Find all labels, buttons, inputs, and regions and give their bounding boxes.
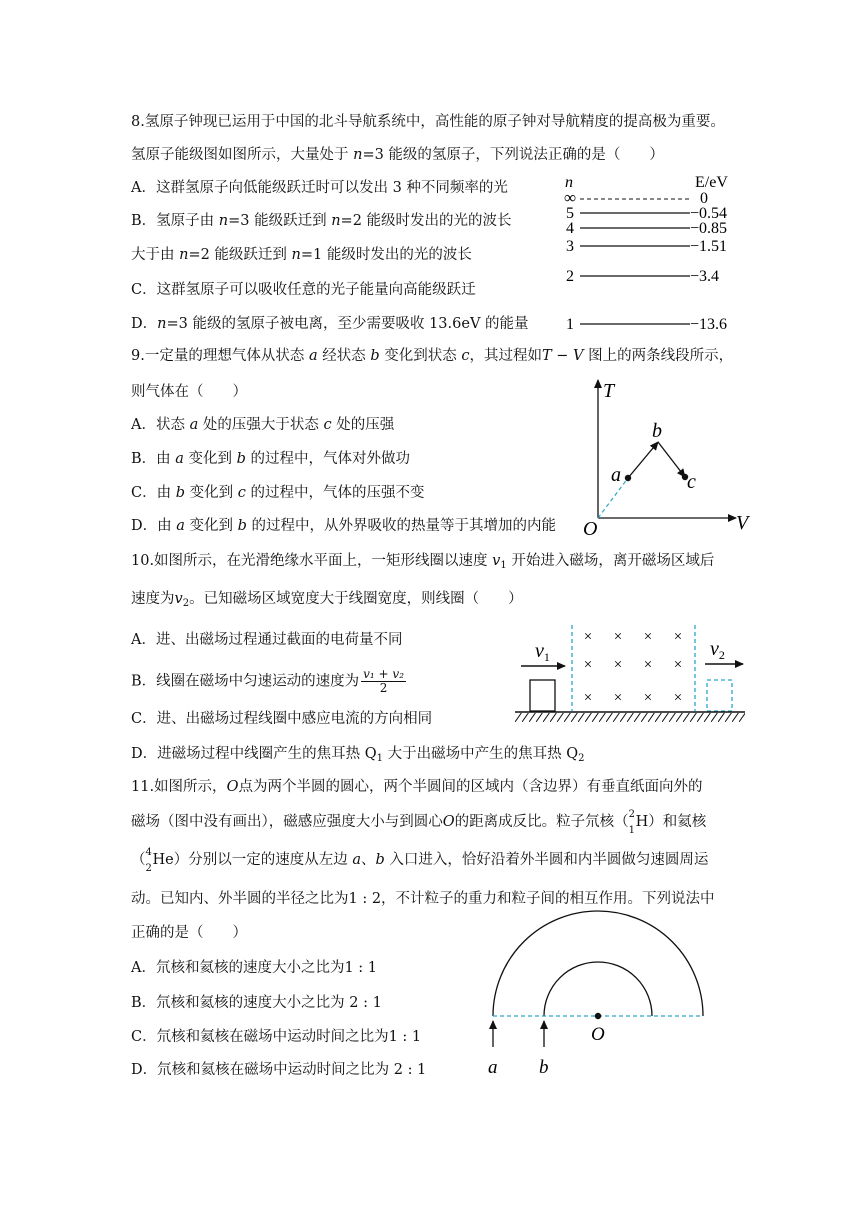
q10-stem-line1: 10.如图所示，在光滑绝缘水平面上，一矩形线圈以速度 $v_1$ 开始进入磁场，离开磁场区域后 [131, 553, 715, 571]
v2-label: $v_2$ [710, 638, 725, 662]
q8-option-c: C．这群氢原子可以吸收任意的光子能量向高能级跃迁 [131, 282, 476, 298]
q8-stem-line2: 氢原子能级图如图所示，大量处于 n=3 能级的氢原子，下列说法正确的是（ ） [131, 147, 664, 163]
point-a [625, 475, 631, 481]
q8-stem-line1: 8.氢原子钟现已运用于中国的北斗导航系统中，高性能的原子钟对导航精度的提高极为重要。 [131, 114, 725, 130]
level-e-label: −13.6 [690, 316, 728, 333]
q11-stem-line2: 磁场（图中没有画出），磁感应强度大小与到圆心O的距离成反比。粒子氘核（ 2 1 H）和氦核 [131, 809, 707, 836]
t-axis-label: T [603, 380, 615, 402]
q9-option-c: C．由 b 变化到 c 的过程中，气体的压强不变 [131, 485, 425, 501]
field-cross: × [613, 657, 623, 673]
q11-stem-line5: 正确的是（ ） [131, 925, 247, 941]
level-4 [566, 220, 727, 237]
q9-stem-line2: 则气体在（ ） [131, 384, 247, 400]
energy-axis-label: E/eV [695, 174, 728, 191]
q8-option-b-cont: 大于由 n=2 能级跃迁到 n=1 能级时发出的光的波长 [131, 247, 472, 263]
velocity-fraction: $\frac{\text{v₁ + v₂}}{2}$ [363, 667, 405, 695]
field-cross: × [583, 690, 593, 706]
level-e-label: −1.51 [690, 238, 728, 255]
q10-option-b: B．线圈在磁场中匀速运动的速度为 $\frac{\text{v₁ + v₂}}{2}$ [131, 667, 405, 695]
entry-a-label: a [488, 1057, 498, 1078]
inner-semicircle [544, 962, 652, 1016]
helium-symbol: 4 2 He [145, 847, 174, 874]
q9-option-d: D．由 a 变化到 b 的过程中，从外界吸收的热量等于其增加的内能 [131, 518, 557, 534]
q11-option-c: C．氘核和氦核在磁场中运动时间之比为1 : 1 [131, 1029, 422, 1045]
v-axis-label: V [736, 512, 749, 534]
field-cross: × [613, 629, 623, 645]
q8-option-a: A．这群氢原子向低能级跃迁时可以发出 3 种不同频率的光 [131, 180, 508, 196]
q9-stem-line1: 9.一定量的理想气体从状态 a 经状态 b 变化到状态 c，其过程如T − V 图上的两条线段所示， [131, 348, 734, 364]
q11-option-d: D．氘核和氦核在磁场中运动时间之比为 2 : 1 [131, 1062, 427, 1078]
field-cross: × [583, 657, 593, 673]
level-3 [566, 238, 727, 255]
center-point [595, 1013, 601, 1019]
origin-label: O [583, 518, 598, 540]
energy-level-diagram [560, 172, 750, 337]
level-2 [566, 268, 719, 285]
field-cross: × [613, 690, 623, 706]
entry-b-label: b [539, 1057, 549, 1078]
field-cross: × [643, 657, 653, 673]
center-label: O [591, 1024, 605, 1045]
q11-option-a: A．氘核和氦核的速度大小之比为1 : 1 [131, 960, 378, 976]
q9-option-a: A．状态 a 处的压强大于状态 c 处的压强 [131, 417, 395, 433]
field-cross: × [643, 690, 653, 706]
q11-option-b: B．氘核和氦核的速度大小之比为 2 : 1 [131, 995, 382, 1011]
coil [530, 680, 555, 711]
level-n-label: 3 [566, 238, 574, 255]
level-e-label: −3.4 [690, 268, 720, 285]
q10-option-a: A．进、出磁场过程通过截面的电荷量不同 [131, 632, 403, 648]
q10-option-c: C．进、出磁场过程线圈中感应电流的方向相同 [131, 711, 433, 727]
coil-field-diagram [515, 622, 750, 727]
level-n-label: 1 [566, 316, 574, 333]
point-c-label: c [687, 471, 696, 493]
outer-semicircle [493, 911, 703, 1016]
field-cross: × [673, 657, 683, 673]
ground-hatching [515, 713, 745, 722]
segment-ab [628, 442, 658, 478]
q8-option-b: B．氢原子由 n=3 能级跃迁到 n=2 能级时发出的光的波长 [131, 213, 512, 229]
level-e-label: −0.85 [690, 220, 728, 237]
segment-bc [658, 442, 685, 477]
tv-graph [578, 375, 758, 540]
n-axis-label: n [565, 174, 573, 191]
level-n-label: ∞ [564, 188, 577, 207]
point-a-label: a [611, 464, 621, 486]
level-1 [566, 316, 727, 333]
field-cross: × [643, 629, 653, 645]
level-e-label: −0.54 [690, 205, 728, 222]
q10-option-d: D．进磁场过程中线圈产生的焦耳热 $Q_1$ 大于出磁场中产生的焦耳热 $Q_2$ [131, 746, 585, 764]
point-b-label: b [652, 420, 662, 442]
level-n-label: 5 [566, 205, 574, 222]
deuteron-symbol: 2 1 H [628, 809, 649, 836]
magnetic-field-crosses [584, 629, 682, 706]
level-n-label: 4 [566, 220, 574, 237]
q11-stem-line4: 动。已知内、外半圆的半径之比为1 : 2，不计粒子的重力和粒子间的相互作用。下列说法中 [131, 891, 715, 907]
level-n-label: 2 [566, 268, 574, 285]
v1-label: $v_1$ [535, 640, 550, 664]
level-e-label: 0 [700, 190, 708, 207]
field-cross: × [673, 629, 683, 645]
q10-stem-line2: 速度为$v_2$。已知磁场区域宽度大于线圈宽度，则线圈（ ） [131, 591, 523, 609]
field-cross: × [583, 629, 593, 645]
coil-exited [707, 680, 732, 711]
q11-stem-line3: （ 4 2 He）分别以一定的速度从左边 a、b 入口进入，恰好沿着外半圆和内半圆做匀速圆周运 [131, 847, 709, 874]
q9-option-b: B．由 a 变化到 b 的过程中，气体对外做功 [131, 451, 411, 467]
level-infinity [564, 188, 708, 207]
field-cross: × [673, 690, 683, 706]
q11-stem-line1: 11.如图所示，O点为两个半圆的圆心，两个半圆间的区域内（含边界）有垂直纸面向外的 [131, 779, 703, 795]
semicircle-diagram [480, 893, 710, 1083]
q8-option-d: D．n=3 能级的氢原子被电离，至少需要吸收 13.6eV 的能量 [131, 316, 529, 332]
